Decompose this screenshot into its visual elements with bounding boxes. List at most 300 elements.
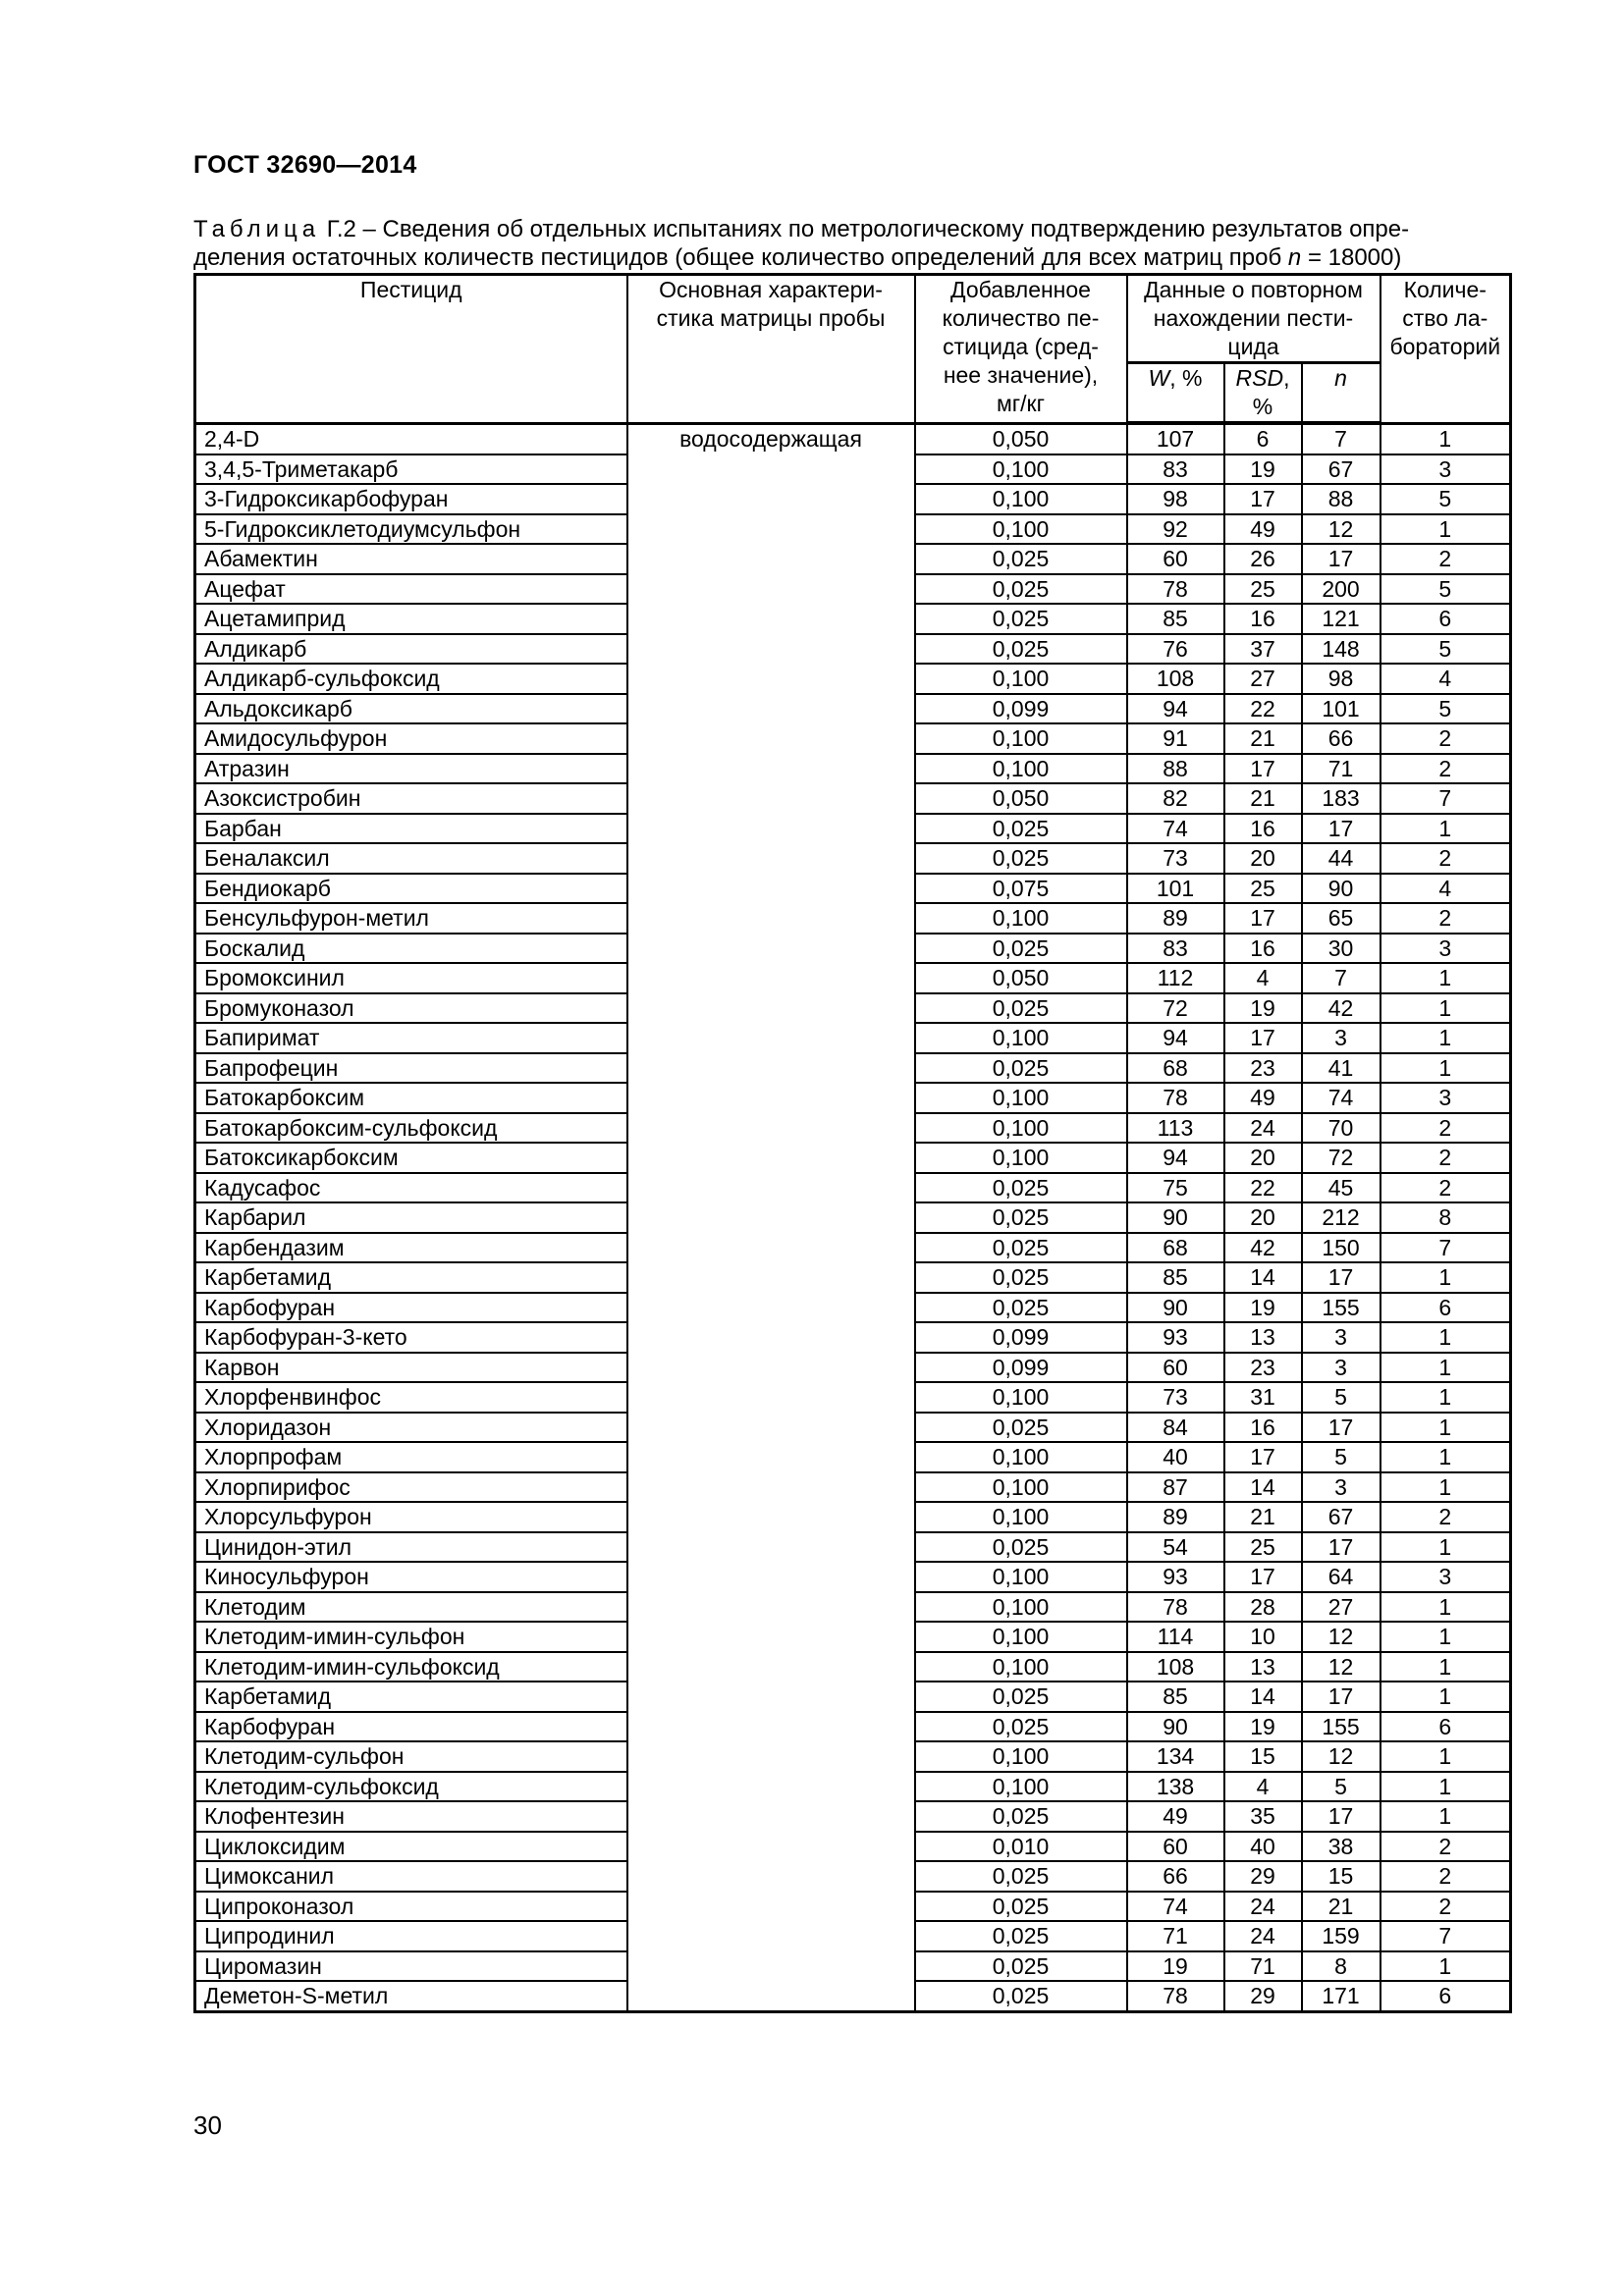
pesticide-name-cell: Карбарил [195,1202,627,1233]
w-percent-cell: 83 [1127,934,1224,964]
added-amount-cell: 0,100 [915,1023,1127,1053]
rsd-percent-cell: 29 [1224,1861,1302,1892]
pesticide-name-cell: Циромазин [195,1951,627,1982]
added-amount-cell: 0,025 [915,1712,1127,1742]
added-amount-cell: 0,025 [915,1053,1127,1084]
added-amount-cell: 0,100 [915,1083,1127,1113]
added-amount-cell: 0,025 [915,1981,1127,2011]
n-cell: 41 [1302,1053,1380,1084]
labs-count-cell: 2 [1380,1832,1511,1862]
pesticide-name-cell: Ацетамиприд [195,604,627,634]
labs-count-cell: 2 [1380,1173,1511,1203]
table-caption [193,215,1509,272]
rsd-percent-cell: 21 [1224,723,1302,754]
n-cell: 17 [1302,814,1380,844]
w-percent-cell: 54 [1127,1532,1224,1563]
pesticide-name-cell: Клетодим-сульфоксид [195,1772,627,1802]
rsd-percent-cell: 20 [1224,843,1302,874]
caption-line2-text: деления остаточных количеств пестицидов (общее количество определений для всех матриц проб [193,244,1288,271]
rsd-percent-cell: 10 [1224,1622,1302,1652]
labs-count-cell: 1 [1380,1532,1511,1563]
labs-count-cell: 2 [1380,1113,1511,1144]
pesticide-name-cell: Бапиримат [195,1023,627,1053]
n-cell: 17 [1302,544,1380,574]
labs-count-cell: 1 [1380,993,1511,1024]
labs-count-cell: 1 [1380,1353,1511,1383]
added-amount-cell: 0,100 [915,723,1127,754]
rsd-percent-cell: 23 [1224,1353,1302,1383]
labs-count-cell: 1 [1380,1023,1511,1053]
w-percent-cell: 113 [1127,1113,1224,1144]
n-cell: 12 [1302,1652,1380,1682]
caption-variable-n: n [1287,244,1302,271]
w-percent-cell: 82 [1127,783,1224,814]
n-cell: 21 [1302,1892,1380,1922]
added-amount-cell: 0,025 [915,574,1127,605]
labs-count-cell: 2 [1380,1861,1511,1892]
n-cell: 17 [1302,1682,1380,1712]
n-cell: 212 [1302,1202,1380,1233]
w-percent-cell: 89 [1127,1502,1224,1532]
pesticide-name-cell: Хлорпирифос [195,1472,627,1503]
labs-count-cell: 5 [1380,634,1511,665]
added-amount-cell: 0,100 [915,1113,1127,1144]
caption-line-1 [193,215,1509,243]
rsd-percent-cell: 16 [1224,814,1302,844]
n-cell: 12 [1302,1622,1380,1652]
w-percent-cell: 101 [1127,874,1224,904]
w-percent-cell: 89 [1127,903,1224,934]
pesticide-name-cell: Батокарбоксим [195,1083,627,1113]
labs-count-cell: 1 [1380,1413,1511,1443]
header-added-amount: Добавленное количество пе- стицида (сред- нее значение), мг/кг [915,275,1127,424]
labs-count-cell: 1 [1380,1322,1511,1353]
pesticide-name-cell: Карбофуран [195,1712,627,1742]
rsd-percent-cell: 13 [1224,1322,1302,1353]
rsd-percent-cell: 22 [1224,694,1302,724]
header-labs-count: Количе- ство ла- бораторий [1380,275,1511,424]
added-amount-cell: 0,075 [915,874,1127,904]
added-amount-cell: 0,100 [915,754,1127,784]
labs-count-cell: 1 [1380,1382,1511,1413]
w-percent-cell: 94 [1127,1023,1224,1053]
w-percent-cell: 19 [1127,1951,1224,1982]
pesticide-table [193,273,1512,2013]
labs-count-cell: 3 [1380,934,1511,964]
added-amount-cell: 0,100 [915,1143,1127,1173]
n-cell: 150 [1302,1233,1380,1263]
labs-count-cell: 1 [1380,1951,1511,1982]
added-amount-cell: 0,100 [915,1382,1127,1413]
rsd-percent-cell: 17 [1224,1562,1302,1592]
pesticide-name-cell: Клетодим-имин-сульфон [195,1622,627,1652]
rsd-percent-cell: 21 [1224,783,1302,814]
added-amount-cell: 0,025 [915,1202,1127,1233]
added-amount-cell: 0,025 [915,634,1127,665]
rsd-percent-cell: 17 [1224,754,1302,784]
rsd-percent-cell: 40 [1224,1832,1302,1862]
header-matrix: Основная характери- стика матрицы пробы [627,275,915,424]
added-amount-cell: 0,025 [915,1262,1127,1293]
n-cell: 38 [1302,1832,1380,1862]
added-amount-cell: 0,099 [915,1353,1127,1383]
added-amount-cell: 0,100 [915,1472,1127,1503]
rsd-percent-cell: 25 [1224,1532,1302,1563]
pesticide-name-cell: Хлорсульфурон [195,1502,627,1532]
labs-count-cell: 1 [1380,1472,1511,1503]
added-amount-cell: 0,099 [915,1322,1127,1353]
w-percent-cell: 78 [1127,574,1224,605]
added-amount-cell: 0,025 [915,1801,1127,1832]
labs-count-cell: 2 [1380,903,1511,934]
w-percent-cell: 84 [1127,1413,1224,1443]
n-cell: 65 [1302,903,1380,934]
pesticide-name-cell: Бендиокарб [195,874,627,904]
n-cell: 98 [1302,664,1380,694]
w-percent-cell: 74 [1127,1892,1224,1922]
pesticide-name-cell: Амидосульфурон [195,723,627,754]
w-percent-cell: 94 [1127,1143,1224,1173]
rsd-percent-cell: 14 [1224,1682,1302,1712]
page-number: 30 [193,2110,222,2140]
added-amount-cell: 0,100 [915,1442,1127,1472]
rsd-percent-cell: 71 [1224,1951,1302,1982]
added-amount-cell: 0,025 [915,843,1127,874]
added-amount-cell: 0,100 [915,1592,1127,1623]
added-amount-cell: 0,025 [915,604,1127,634]
labs-count-cell: 7 [1380,1921,1511,1951]
w-percent-cell: 98 [1127,484,1224,514]
w-percent-cell: 90 [1127,1202,1224,1233]
rsd-percent-cell: 27 [1224,664,1302,694]
caption-line-2 [193,243,1509,272]
n-cell: 64 [1302,1562,1380,1592]
rsd-percent-cell: 26 [1224,544,1302,574]
labs-count-cell: 1 [1380,1592,1511,1623]
n-cell: 72 [1302,1143,1380,1173]
w-percent-cell: 60 [1127,544,1224,574]
added-amount-cell: 0,100 [915,903,1127,934]
rsd-percent-cell: 23 [1224,1053,1302,1084]
rsd-percent-cell: 14 [1224,1472,1302,1503]
added-amount-cell: 0,025 [915,993,1127,1024]
n-cell: 15 [1302,1861,1380,1892]
pesticide-name-cell: Циклоксидим [195,1832,627,1862]
labs-count-cell: 2 [1380,1502,1511,1532]
caption-line2-end: = 18000) [1301,244,1402,271]
rsd-percent-cell: 37 [1224,634,1302,665]
pesticide-name-cell: Карбофуран [195,1293,627,1323]
pesticide-name-cell: Хлорпрофам [195,1442,627,1472]
labs-count-cell: 1 [1380,1262,1511,1293]
labs-count-cell: 1 [1380,1801,1511,1832]
n-cell: 5 [1302,1382,1380,1413]
caption-line1-text: Г.2 – Сведения об отдельных испытаниях по метрологическому подтверждению результатов опре- [320,216,1410,242]
added-amount-cell: 0,025 [915,1861,1127,1892]
n-cell: 183 [1302,783,1380,814]
added-amount-cell: 0,100 [915,1741,1127,1772]
labs-count-cell: 6 [1380,1293,1511,1323]
pesticide-name-cell: 3-Гидроксикарбофуран [195,484,627,514]
header-pesticide: Пестицид [195,275,627,424]
added-amount-cell: 0,050 [915,423,1127,454]
labs-count-cell: 6 [1380,604,1511,634]
n-cell: 155 [1302,1712,1380,1742]
rsd-percent-cell: 21 [1224,1502,1302,1532]
labs-count-cell: 2 [1380,843,1511,874]
rsd-percent-cell: 17 [1224,903,1302,934]
w-percent-cell: 91 [1127,723,1224,754]
pesticide-name-cell: Бромуконазол [195,993,627,1024]
pesticide-name-cell: 3,4,5-Триметакарб [195,454,627,485]
rsd-percent-cell: 42 [1224,1233,1302,1263]
labs-count-cell: 1 [1380,1622,1511,1652]
n-cell: 74 [1302,1083,1380,1113]
w-percent-cell: 83 [1127,454,1224,485]
rsd-percent-cell: 24 [1224,1892,1302,1922]
labs-count-cell: 1 [1380,814,1511,844]
added-amount-cell: 0,100 [915,484,1127,514]
added-amount-cell: 0,100 [915,664,1127,694]
labs-count-cell: 2 [1380,544,1511,574]
rsd-percent-cell: 14 [1224,1262,1302,1293]
w-percent-cell: 94 [1127,694,1224,724]
n-cell: 45 [1302,1173,1380,1203]
pesticide-name-cell: Алдикарб [195,634,627,665]
n-cell: 90 [1302,874,1380,904]
n-cell: 3 [1302,1353,1380,1383]
w-percent-cell: 49 [1127,1801,1224,1832]
w-percent-cell: 108 [1127,1652,1224,1682]
labs-count-cell: 1 [1380,514,1511,545]
rsd-percent-cell: 35 [1224,1801,1302,1832]
w-percent-cell: 68 [1127,1053,1224,1084]
n-cell: 44 [1302,843,1380,874]
n-cell: 71 [1302,754,1380,784]
rsd-percent-cell: 17 [1224,1023,1302,1053]
labs-count-cell: 2 [1380,1892,1511,1922]
w-percent-cell: 75 [1127,1173,1224,1203]
w-percent-cell: 40 [1127,1442,1224,1472]
rsd-percent-cell: 19 [1224,1712,1302,1742]
pesticide-name-cell: Хлоридазон [195,1413,627,1443]
pesticide-name-cell: Батоксикарбоксим [195,1143,627,1173]
added-amount-cell: 0,010 [915,1832,1127,1862]
labs-count-cell: 1 [1380,963,1511,993]
labs-count-cell: 3 [1380,1083,1511,1113]
w-percent-cell: 85 [1127,1682,1224,1712]
pesticide-name-cell: Карбендазим [195,1233,627,1263]
matrix-cell: водосодержащая [627,423,915,2011]
w-percent-cell: 85 [1127,604,1224,634]
added-amount-cell: 0,025 [915,1951,1127,1982]
labs-count-cell: 1 [1380,423,1511,454]
rsd-percent-cell: 13 [1224,1652,1302,1682]
w-percent-cell: 87 [1127,1472,1224,1503]
pesticide-name-cell: Беналаксил [195,843,627,874]
pesticide-name-cell: Азоксистробин [195,783,627,814]
n-cell: 17 [1302,1801,1380,1832]
n-cell: 12 [1302,1741,1380,1772]
added-amount-cell: 0,025 [915,1532,1127,1563]
header-w-percent: W, % [1127,363,1224,424]
n-cell: 101 [1302,694,1380,724]
added-amount-cell: 0,100 [915,454,1127,485]
document-header: ГОСТ 32690—2014 [193,151,417,179]
w-percent-cell: 73 [1127,843,1224,874]
added-amount-cell: 0,025 [915,1173,1127,1203]
pesticide-name-cell: Ацефат [195,574,627,605]
pesticide-name-cell: Карбетамид [195,1682,627,1712]
n-cell: 17 [1302,1532,1380,1563]
labs-count-cell: 6 [1380,1712,1511,1742]
added-amount-cell: 0,100 [915,1562,1127,1592]
rsd-percent-cell: 25 [1224,574,1302,605]
pesticide-name-cell: Барбан [195,814,627,844]
rsd-percent-cell: 16 [1224,604,1302,634]
w-percent-cell: 92 [1127,514,1224,545]
labs-count-cell: 1 [1380,1652,1511,1682]
n-cell: 159 [1302,1921,1380,1951]
n-cell: 3 [1302,1472,1380,1503]
n-cell: 171 [1302,1981,1380,2011]
pesticide-name-cell: Боскалид [195,934,627,964]
w-percent-cell: 90 [1127,1712,1224,1742]
w-percent-cell: 73 [1127,1382,1224,1413]
n-cell: 200 [1302,574,1380,605]
labs-count-cell: 1 [1380,1442,1511,1472]
pesticide-name-cell: Бапрофецин [195,1053,627,1084]
added-amount-cell: 0,025 [915,1921,1127,1951]
n-cell: 3 [1302,1322,1380,1353]
added-amount-cell: 0,100 [915,514,1127,545]
w-percent-cell: 60 [1127,1832,1224,1862]
w-percent-cell: 112 [1127,963,1224,993]
n-cell: 5 [1302,1772,1380,1802]
w-percent-cell: 72 [1127,993,1224,1024]
table-row [195,423,1511,454]
pesticide-name-cell: Альдоксикарб [195,694,627,724]
added-amount-cell: 0,100 [915,1772,1127,1802]
w-percent-cell: 114 [1127,1622,1224,1652]
rsd-percent-cell: 16 [1224,934,1302,964]
pesticide-name-cell: Абамектин [195,544,627,574]
pesticide-name-cell: Карбетамид [195,1262,627,1293]
labs-count-cell: 5 [1380,574,1511,605]
rsd-percent-cell: 19 [1224,454,1302,485]
n-cell: 66 [1302,723,1380,754]
added-amount-cell: 0,025 [915,1293,1127,1323]
labs-count-cell: 5 [1380,694,1511,724]
labs-count-cell: 3 [1380,1562,1511,1592]
n-cell: 7 [1302,963,1380,993]
added-amount-cell: 0,025 [915,544,1127,574]
w-percent-cell: 108 [1127,664,1224,694]
w-percent-cell: 138 [1127,1772,1224,1802]
n-cell: 70 [1302,1113,1380,1144]
added-amount-cell: 0,025 [915,934,1127,964]
w-percent-cell: 78 [1127,1083,1224,1113]
rsd-percent-cell: 19 [1224,993,1302,1024]
added-amount-cell: 0,025 [915,1682,1127,1712]
labs-count-cell: 4 [1380,664,1511,694]
n-cell: 155 [1302,1293,1380,1323]
n-cell: 3 [1302,1023,1380,1053]
pesticide-name-cell: Клетодим-имин-сульфоксид [195,1652,627,1682]
labs-count-cell: 2 [1380,1143,1511,1173]
labs-count-cell: 6 [1380,1981,1511,2011]
pesticide-name-cell: Карбофуран-3-кето [195,1322,627,1353]
pesticide-name-cell: Карвон [195,1353,627,1383]
labs-count-cell: 1 [1380,1053,1511,1084]
pesticide-name-cell: Деметон-S-метил [195,1981,627,2011]
pesticide-name-cell: Хлорфенвинфос [195,1382,627,1413]
labs-count-cell: 7 [1380,1233,1511,1263]
w-percent-cell: 76 [1127,634,1224,665]
pesticide-name-cell: Кадусафос [195,1173,627,1203]
added-amount-cell: 0,025 [915,814,1127,844]
rsd-percent-cell: 4 [1224,963,1302,993]
labs-count-cell: 5 [1380,484,1511,514]
rsd-percent-cell: 17 [1224,1442,1302,1472]
rsd-percent-cell: 6 [1224,423,1302,454]
rsd-percent-cell: 25 [1224,874,1302,904]
header-rsd-percent: RSD, % [1224,363,1302,424]
labs-count-cell: 1 [1380,1772,1511,1802]
pesticide-name-cell: Цимоксанил [195,1861,627,1892]
added-amount-cell: 0,050 [915,783,1127,814]
n-cell: 17 [1302,1413,1380,1443]
labs-count-cell: 7 [1380,783,1511,814]
table-body [195,423,1511,2011]
added-amount-cell: 0,025 [915,1233,1127,1263]
w-percent-cell: 78 [1127,1981,1224,2011]
rsd-percent-cell: 24 [1224,1921,1302,1951]
n-cell: 88 [1302,484,1380,514]
w-percent-cell: 68 [1127,1233,1224,1263]
w-percent-cell: 93 [1127,1562,1224,1592]
labs-count-cell: 2 [1380,723,1511,754]
rsd-percent-cell: 29 [1224,1981,1302,2011]
w-percent-cell: 78 [1127,1592,1224,1623]
pesticide-name-cell: Батокарбоксим-сульфоксид [195,1113,627,1144]
w-percent-cell: 93 [1127,1322,1224,1353]
n-cell: 67 [1302,1502,1380,1532]
pesticide-name-cell: Бенсульфурон-метил [195,903,627,934]
w-percent-cell: 74 [1127,814,1224,844]
n-cell: 67 [1302,454,1380,485]
added-amount-cell: 0,100 [915,1502,1127,1532]
rsd-percent-cell: 31 [1224,1382,1302,1413]
w-percent-cell: 107 [1127,423,1224,454]
n-cell: 30 [1302,934,1380,964]
n-cell: 7 [1302,423,1380,454]
n-cell: 8 [1302,1951,1380,1982]
labs-count-cell: 3 [1380,454,1511,485]
rsd-percent-cell: 17 [1224,484,1302,514]
n-cell: 27 [1302,1592,1380,1623]
w-percent-cell: 60 [1127,1353,1224,1383]
added-amount-cell: 0,025 [915,1892,1127,1922]
pesticide-name-cell: 2,4-D [195,423,627,454]
pesticide-name-cell: Ципродинил [195,1921,627,1951]
labs-count-cell: 4 [1380,874,1511,904]
pesticide-name-cell: Бромоксинил [195,963,627,993]
rsd-percent-cell: 28 [1224,1592,1302,1623]
added-amount-cell: 0,050 [915,963,1127,993]
pesticide-name-cell: Атразин [195,754,627,784]
rsd-percent-cell: 24 [1224,1113,1302,1144]
